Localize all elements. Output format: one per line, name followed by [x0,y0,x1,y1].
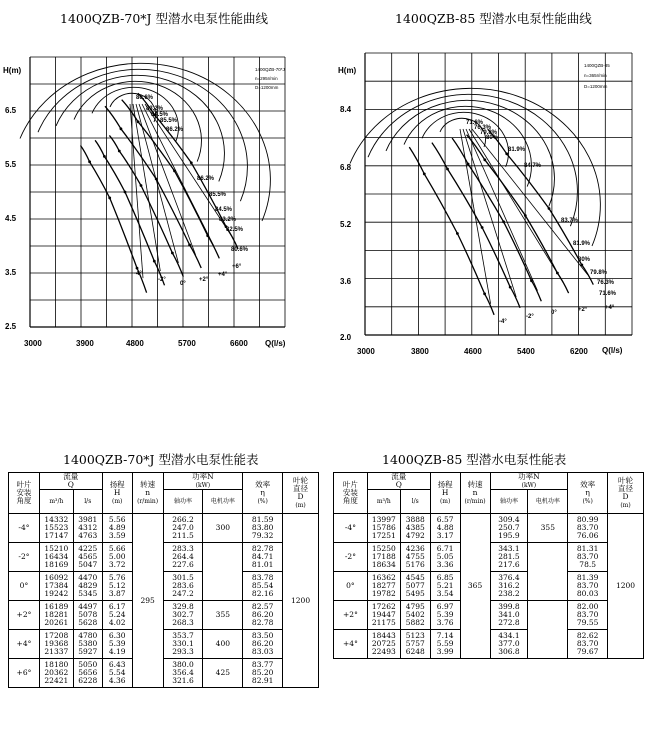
motor-power-cell [203,543,243,601]
table2-title: 1400QZB-85 型潜水电泵性能表 [382,452,567,467]
col-motor-power: 电机功率 [528,490,568,514]
shaft-power-cell: 266.2 247.0 211.5 [163,514,203,543]
shaft-power-cell: 301.5 283.6 247.2 [163,572,203,601]
flow-m3h-cell: 15210 16434 18169 [39,543,73,572]
efficiency-cell: 81.59 83.80 79.32 [243,514,283,543]
angle-label: -2° [526,314,534,320]
table-row [9,514,319,543]
col-head-header: 扬程 H (m) [430,473,460,514]
chart1-title: 1400QZB-70*J 型潜水电泵性能曲线 [60,11,269,26]
eff-label: 86.2% [197,176,215,182]
col-head-header: 扬程 H (m) [102,473,132,514]
angle-cell: +4° [334,630,368,659]
angle-label: -2° [158,277,166,283]
eff-label: 71.6% [599,291,617,297]
eff-label: 76.3% [474,125,492,131]
flow-ls-cell: 5050 5656 6228 [73,659,102,688]
efficiency-cell: 82.78 84.71 81.01 [243,543,283,572]
eff-label: 82.5% [226,227,244,233]
chart2-x-ticks [357,347,588,356]
efficiency-cell: 81.31 83.70 78.5 [568,543,608,572]
x-tick: 3000 [24,339,42,348]
angle-cell: 0° [334,572,368,601]
flow-ls-cell: 4225 4565 5047 [73,543,102,572]
data-point [467,163,470,166]
y-tick: 8.4 [340,105,352,114]
chart1-xlabel: Q(l/s) [265,339,286,348]
series-line--4° [409,147,494,315]
shaft-power-cell: 329.8 302.7 268.3 [163,601,203,630]
y-tick: 5.5 [5,160,17,169]
head-cell: 5.76 5.12 3.87 [102,572,132,601]
x-tick: 3000 [357,347,375,356]
data-point [483,292,486,295]
shaft-power-cell: 353.7 330.1 293.3 [163,630,203,659]
efficiency-cell: 82.57 86.20 82.78 [243,601,283,630]
flow-m3h-cell: 16189 18281 20261 [39,601,73,630]
speed-cell: 365 [460,514,490,659]
eff-label: 79.8% [480,130,498,136]
col-diameter-header: 叶轮 直径 D (m) [283,473,319,514]
chart2-legend [584,63,610,89]
shaft-power-cell: 399.8 341.0 272.8 [490,601,528,630]
eff-label: 85.5% [160,118,178,124]
chart2-y-ticks [340,105,352,342]
shaft-power-cell: 380.0 356.4 321.6 [163,659,203,688]
data-point [423,173,426,176]
motor-power-cell: 425 [203,659,243,688]
angle-label: +4° [605,305,615,311]
head-cell: 6.57 4.88 3.17 [430,514,460,543]
speed-cell: 295 [132,514,163,688]
y-tick: 2.0 [340,333,352,342]
col-power-header: 功率N (kW) [490,473,568,490]
x-tick: 3900 [76,339,94,348]
table1 [8,472,319,688]
y-tick: 5.2 [340,220,352,229]
legend-line: n=295r/min [255,76,278,81]
motor-power-cell: 300 [203,514,243,543]
data-point [524,214,527,217]
eff-label: 84.7% [524,163,542,169]
angle-cell: +4° [9,630,40,659]
y-tick: 6.5 [5,106,17,115]
head-cell: 6.85 5.21 3.54 [430,572,460,601]
head-cell: 5.56 4.89 3.59 [102,514,132,543]
col-flow-header: 流量 Q [367,473,430,490]
shaft-power-cell: 434.1 377.0 306.8 [490,630,528,659]
col-eff-header: 效率 η (%) [243,473,283,514]
x-tick: 4800 [126,339,144,348]
data-point [481,226,484,229]
legend-line: D=1200mm [584,84,608,89]
angle-label: 0° [180,281,186,287]
col-shaft-power: 轴功率 [163,490,203,514]
shaft-power-cell: 309.4 250.7 195.9 [490,514,528,543]
data-point [483,158,486,161]
angle-label: +2° [199,277,209,283]
eff-label: 83.2% [146,106,164,112]
legend-line: n=365r/min [584,73,607,78]
eff-label: 76.3% [597,280,615,286]
chart1-ylabel: H(m) [3,66,22,75]
chart2-xlabel: Q(l/s) [602,346,623,355]
col-flow-m3h: m³/h [367,490,400,514]
col-shaft-power: 轴功率 [490,490,528,514]
col-flow-m3h: m³/h [39,490,73,514]
eff-label: 80% [486,135,499,141]
flow-m3h-cell: 14332 15523 17147 [39,514,73,543]
efficiency-cell: 83.50 86.20 83.03 [243,630,283,659]
x-tick: 3800 [411,347,429,356]
flow-ls-cell: 5123 5757 6248 [400,630,430,659]
chart2-ylabel: H(m) [338,66,357,75]
col-flow-header: 流量 Q [39,473,102,490]
flow-m3h-cell: 13997 15786 17251 [367,514,400,543]
angle-cell: -4° [9,514,40,543]
flow-ls-cell: 3888 4385 4792 [400,514,430,543]
efficiency-cell: 82.62 83.70 79.67 [568,630,608,659]
col-diameter-header: 叶轮 直径 D (m) [608,473,644,514]
diameter-cell: 1200 [608,514,644,659]
data-point [548,207,551,210]
angle-cell: +2° [334,601,368,630]
y-tick: 2.5 [5,322,17,331]
col-flow-ls: l/s [400,490,430,514]
motor-power-cell [528,601,568,659]
eff-label: 81.9% [573,241,591,247]
x-tick: 6600 [230,339,248,348]
diameter-cell: 1200 [283,514,319,688]
col-flow-ls: l/s [73,490,102,514]
x-tick: 5400 [517,347,535,356]
flow-ls-cell: 4795 5402 5882 [400,601,430,630]
eff-label: 83.2% [219,217,237,223]
x-tick: 6200 [570,347,588,356]
data-point [509,286,512,289]
shaft-power-cell: 283.3 264.4 227.6 [163,543,203,572]
angle-cell: -2° [9,543,40,572]
chart2-angle-labels [499,305,615,325]
eff-label: 85.5% [209,192,227,198]
chart2-title: 1400QZB-85 型潜水电泵性能曲线 [395,11,592,26]
angle-label: +2° [578,307,588,313]
data-point [446,168,449,171]
angle-cell: +2° [9,601,40,630]
eff-label: 83.7% [561,218,579,224]
efficiency-cell: 83.78 85.54 82.16 [243,572,283,601]
head-cell: 6.17 5.24 4.02 [102,601,132,630]
flow-m3h-cell: 18180 20362 22421 [39,659,73,688]
head-cell: 6.30 5.39 4.19 [102,630,132,659]
flow-ls-cell: 3981 4312 4763 [73,514,102,543]
flow-m3h-cell: 16092 17384 19242 [39,572,73,601]
flow-ls-cell: 4780 5380 5927 [73,630,102,659]
data-point [456,232,459,235]
col-speed-header: 转速 n (r/min) [460,473,490,514]
shaft-power-cell: 343.1 281.5 217.6 [490,543,528,572]
head-cell: 7.14 5.59 3.99 [430,630,460,659]
efficiency-cell: 80.99 83.70 76.06 [568,514,608,543]
angle-cell: +6° [9,659,40,688]
table-row [9,572,319,601]
legend-line: 1400QZB-85 [584,63,610,68]
eff-label: 86.2% [166,127,184,133]
x-tick: 4600 [464,347,482,356]
flow-ls-cell: 4545 5077 5495 [400,572,430,601]
flow-m3h-cell: 18443 20725 22493 [367,630,400,659]
y-tick: 3.6 [340,277,352,286]
x-tick: 5700 [178,339,196,348]
flow-ls-cell: 4470 4829 5345 [73,572,102,601]
table-row [9,543,319,572]
head-cell: 6.43 5.54 4.36 [102,659,132,688]
head-cell: 5.66 5.00 3.72 [102,543,132,572]
col-angle-header: 叶片 安装 角度 [334,473,368,514]
efficiency-cell: 81.39 83.70 80.03 [568,572,608,601]
efficiency-cell: 83.77 85.20 82.91 [243,659,283,688]
angle-label: -4° [499,319,507,325]
eff-label: 80% [578,257,591,263]
table-row [9,659,319,688]
motor-power-cell: 400 [203,630,243,659]
data-point [502,220,505,223]
flow-m3h-cell: 17262 19447 21175 [367,601,400,630]
flow-m3h-cell: 16362 18277 19782 [367,572,400,601]
flow-m3h-cell: 15250 17188 18634 [367,543,400,572]
head-cell: 6.97 5.39 3.76 [430,601,460,630]
head-cell: 6.71 5.05 3.36 [430,543,460,572]
eff-label: 79.8% [590,270,608,276]
angle-cell: 0° [9,572,40,601]
angle-label: +4° [218,272,228,278]
table-row [334,514,644,543]
flow-ls-cell: 4236 4755 5176 [400,543,430,572]
table-row [9,630,319,659]
chart2-eff-labels [466,120,617,297]
y-tick: 4.5 [5,214,17,223]
eff-label: 84.5% [151,112,169,118]
table-row [9,601,319,630]
eff-label: 84.5% [215,207,233,213]
motor-power-cell: 355 [203,601,243,630]
angle-cell: -2° [334,543,368,572]
y-tick: 6.8 [340,163,352,172]
flow-m3h-cell: 17208 19368 21337 [39,630,73,659]
y-tick: 3.5 [5,268,17,277]
efficiency-contour [386,100,554,206]
col-motor-power: 电机功率 [203,490,243,514]
series-line-+2° [467,135,569,293]
eff-label: 80.6% [231,247,249,253]
eff-label: 80.6% [136,95,154,101]
angle-label: -4° [134,271,142,277]
table1-title: 1400QZB-70*J 型潜水电泵性能表 [63,452,259,467]
chart2-grid [365,53,632,335]
shaft-power-cell: 376.4 316.2 238.2 [490,572,528,601]
angle-cell: -4° [334,514,368,543]
angle-label: +6° [232,264,242,270]
efficiency-cell: 82.00 83.70 79.55 [568,601,608,630]
motor-power-cell: 355 [528,514,568,543]
motor-power-cell [528,543,568,601]
legend-line: 1400QZB-70*J [255,67,285,72]
eff-label: 71.6% [466,120,484,126]
legend-line: D=1200mm [255,85,279,90]
col-power-header: 功率N (kW) [163,473,243,490]
guide-line [466,129,538,291]
table2 [333,472,644,659]
angle-label: 0° [551,310,557,316]
col-speed-header: 转速 n (r/min) [132,473,163,514]
col-angle-header: 叶片 安装 角度 [9,473,40,514]
guide-line [460,129,491,304]
col-eff-header: 效率 η (%) [568,473,608,514]
eff-label: 81.9% [508,147,526,153]
flow-ls-cell: 4497 5078 5628 [73,601,102,630]
